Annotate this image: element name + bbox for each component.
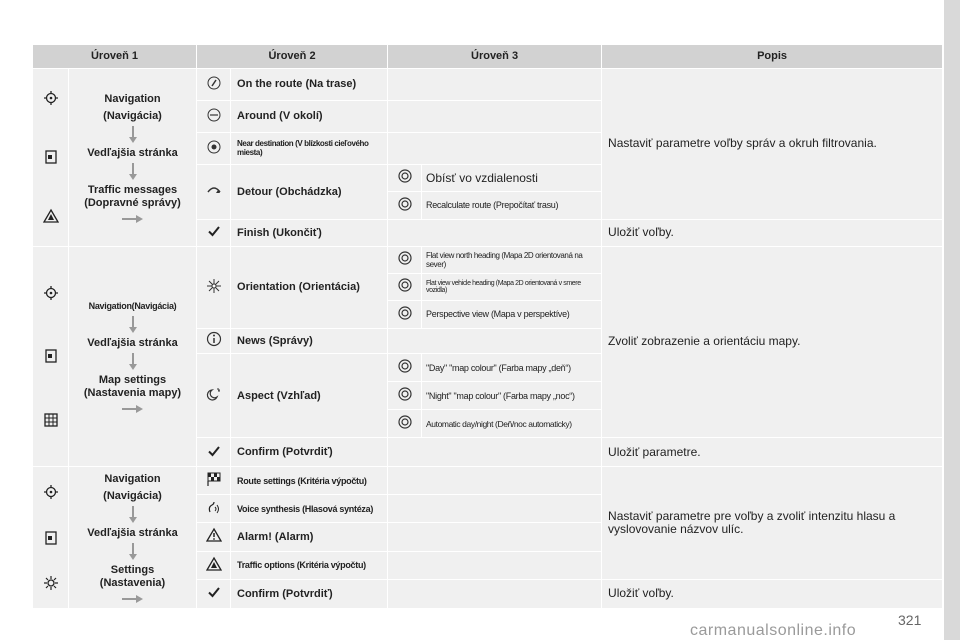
page-icon: [43, 348, 59, 364]
radio-cell: [388, 273, 422, 300]
traffic-options-icon-cell: [197, 551, 231, 579]
finish-desc: Uložiť voľby.: [602, 219, 943, 246]
empty-l3: [388, 132, 602, 164]
arrow-down-icon: [128, 316, 138, 334]
group3-level1: [69, 467, 197, 609]
radio-cell: [388, 165, 422, 192]
on-the-route[interactable]: On the route (Na trase): [231, 68, 388, 100]
warning-triangle-icon: [206, 527, 222, 543]
around[interactable]: Around (V okolí): [231, 100, 388, 132]
flat-vehicle[interactable]: Flat view vehicle heading (Mapa 2D orientovaná v smere vozidla): [422, 273, 602, 300]
day-colour[interactable]: "Day" "map colour" (Farba mapy „deň“): [422, 354, 602, 382]
news[interactable]: News (Správy): [231, 328, 388, 354]
alarm[interactable]: Alarm! (Alarm): [231, 523, 388, 551]
header-level2: Úroveň 2: [197, 45, 388, 69]
empty-l3: [388, 68, 602, 100]
l1-map-settings-sk: (Nastavenia mapy): [83, 387, 182, 400]
finish[interactable]: Finish (Ukončiť): [231, 219, 388, 246]
info-icon: [206, 331, 222, 347]
arrow-right-icon: [122, 594, 144, 602]
compass-icon: [206, 278, 222, 294]
l1-nav: Navigation(Navigácia): [88, 301, 177, 312]
radio-cell: [388, 354, 422, 382]
radio-button-icon[interactable]: [397, 168, 413, 184]
table-row: [33, 246, 943, 273]
map-grid-icon: [43, 412, 59, 428]
voice-icon: [206, 499, 222, 515]
group3-desc: Nastaviť parametre pre voľby a zvoliť intenzitu hlasu a vyslovovanie názvov ulíc.: [602, 467, 943, 580]
destination-icon-cell: [197, 132, 231, 164]
confirm[interactable]: Confirm (Potvrdiť): [231, 438, 388, 467]
night-colour[interactable]: "Night" "map colour" (Farba mapy „noc“): [422, 382, 602, 410]
group3-icons: [33, 467, 69, 609]
recalculate-route[interactable]: Recalculate route (Prepočítať trasu): [422, 191, 602, 219]
empty-l3: [388, 495, 602, 523]
arrow-down-icon: [128, 506, 138, 524]
traffic-warning-icon: [43, 208, 59, 224]
header-row: [33, 45, 943, 69]
nav-target-icon: [43, 90, 59, 106]
radio-button-icon[interactable]: [397, 196, 413, 212]
arrow-right-icon: [122, 404, 144, 412]
l1-settings-sk: (Nastavenia): [99, 577, 166, 590]
on-route-icon: [206, 75, 222, 91]
arrow-down-icon: [128, 543, 138, 561]
l1-settings: Settings: [110, 564, 155, 577]
traffic-options[interactable]: Traffic options (Kritéria výpočtu): [231, 551, 388, 579]
radio-cell: [388, 300, 422, 328]
route-settings-icon-cell: [197, 467, 231, 495]
route-settings[interactable]: Route settings (Kritéria výpočtu): [231, 467, 388, 495]
aspect[interactable]: Aspect (Vzhľad): [231, 354, 388, 438]
group1-desc: Nastaviť parametre voľby správ a okruh filtrovania.: [602, 68, 943, 219]
flat-north[interactable]: Flat view north heading (Mapa 2D orientovaná na sever): [422, 246, 602, 273]
news-icon-cell: [197, 328, 231, 354]
l1-side-page: Vedľajšia stránka: [87, 527, 178, 540]
radio-cell: [388, 191, 422, 219]
route-icon-cell: [197, 68, 231, 100]
voice-synthesis[interactable]: Voice synthesis (Hlasová syntéza): [231, 495, 388, 523]
near-destination[interactable]: Near destination (V blízkosti cieľového miesta): [231, 132, 388, 164]
confirm[interactable]: Confirm (Potvrdiť): [231, 579, 388, 608]
group1-level1: [69, 68, 197, 246]
table-row: [33, 68, 943, 100]
arrow-down-icon: [128, 126, 138, 144]
nav-target-icon: [43, 285, 59, 301]
radio-button-icon[interactable]: [397, 386, 413, 402]
alarm-icon-cell: [197, 523, 231, 551]
empty-l3: [388, 551, 602, 579]
check-icon: [206, 443, 222, 459]
orientation-icon-cell: [197, 246, 231, 328]
detour[interactable]: Detour (Obchádzka): [231, 165, 388, 220]
footer-watermark: carmanualsonline.info: [690, 622, 857, 639]
radio-button-icon[interactable]: [397, 250, 413, 266]
radio-button-icon[interactable]: [397, 358, 413, 374]
group1-icons: [33, 68, 69, 246]
empty-l3: [388, 523, 602, 551]
page-number: 321: [898, 612, 922, 628]
around-icon-cell: [197, 100, 231, 132]
header-level1: Úroveň 1: [33, 45, 197, 69]
near-destination-icon: [206, 139, 222, 155]
arrow-down-icon: [128, 163, 138, 181]
empty-l3: [388, 328, 602, 354]
l1-map-settings: Map settings: [98, 374, 167, 387]
menu-table: [32, 44, 943, 609]
page-icon: [43, 530, 59, 546]
empty-l3: [388, 579, 602, 608]
auto-day-night[interactable]: Automatic day/night (Deň/noc automaticky): [422, 410, 602, 438]
detour-icon-cell: [197, 165, 231, 220]
radio-cell: [388, 246, 422, 273]
radio-button-icon[interactable]: [397, 414, 413, 430]
header-desc: Popis: [602, 45, 943, 69]
l1-side-page: Vedľajšia stránka: [87, 337, 178, 350]
table-row: [33, 467, 943, 495]
l1-nav: Navigation: [104, 92, 161, 105]
group2-icons: [33, 246, 69, 466]
radio-cell: [388, 410, 422, 438]
confirm-desc: Uložiť parametre.: [602, 438, 943, 467]
radio-button-icon[interactable]: [397, 277, 413, 293]
radio-cell: [388, 382, 422, 410]
nav-target-icon: [43, 484, 59, 500]
check-icon-cell: [197, 579, 231, 608]
page-icon: [43, 149, 59, 165]
l1-traffic-sk: (Dopravné správy): [84, 196, 181, 209]
perspective-view[interactable]: Perspective view (Mapa v perspektíve): [422, 300, 602, 328]
detour-icon: [206, 182, 222, 198]
settings-gear-icon: [43, 575, 59, 591]
radio-button-icon[interactable]: [397, 305, 413, 321]
arrow-right-icon: [122, 214, 144, 222]
group2-desc: Zvoliť zobrazenie a orientáciu mapy.: [602, 246, 943, 437]
l1-nav: Navigation: [104, 473, 161, 486]
l1-traffic: Traffic messages: [87, 183, 178, 196]
voice-icon-cell: [197, 495, 231, 523]
aspect-icon-cell: [197, 354, 231, 438]
page-edge-bar: [944, 0, 960, 640]
confirm-desc: Uložiť voľby.: [602, 579, 943, 608]
around-icon: [206, 107, 222, 123]
checkered-flag-icon: [206, 471, 222, 487]
check-icon: [206, 223, 222, 239]
header-level3: Úroveň 3: [388, 45, 602, 69]
empty-l3: [388, 219, 602, 246]
check-icon-cell: [197, 438, 231, 467]
traffic-warning-icon: [206, 556, 222, 572]
empty-l3: [388, 467, 602, 495]
group2-level1: [69, 246, 197, 466]
l1-nav-sk: (Navigácia): [103, 490, 162, 503]
avoid-distance[interactable]: Obísť vo vzdialenosti: [422, 165, 602, 192]
l1-nav-sk: (Navigácia): [103, 109, 162, 122]
empty-l3: [388, 100, 602, 132]
check-icon: [206, 584, 222, 600]
l1-side-page: Vedľajšia stránka: [87, 146, 178, 159]
orientation[interactable]: Orientation (Orientácia): [231, 246, 388, 328]
day-night-icon: [206, 386, 222, 402]
empty-l3: [388, 438, 602, 467]
check-icon-cell: [197, 219, 231, 246]
arrow-down-icon: [128, 353, 138, 371]
